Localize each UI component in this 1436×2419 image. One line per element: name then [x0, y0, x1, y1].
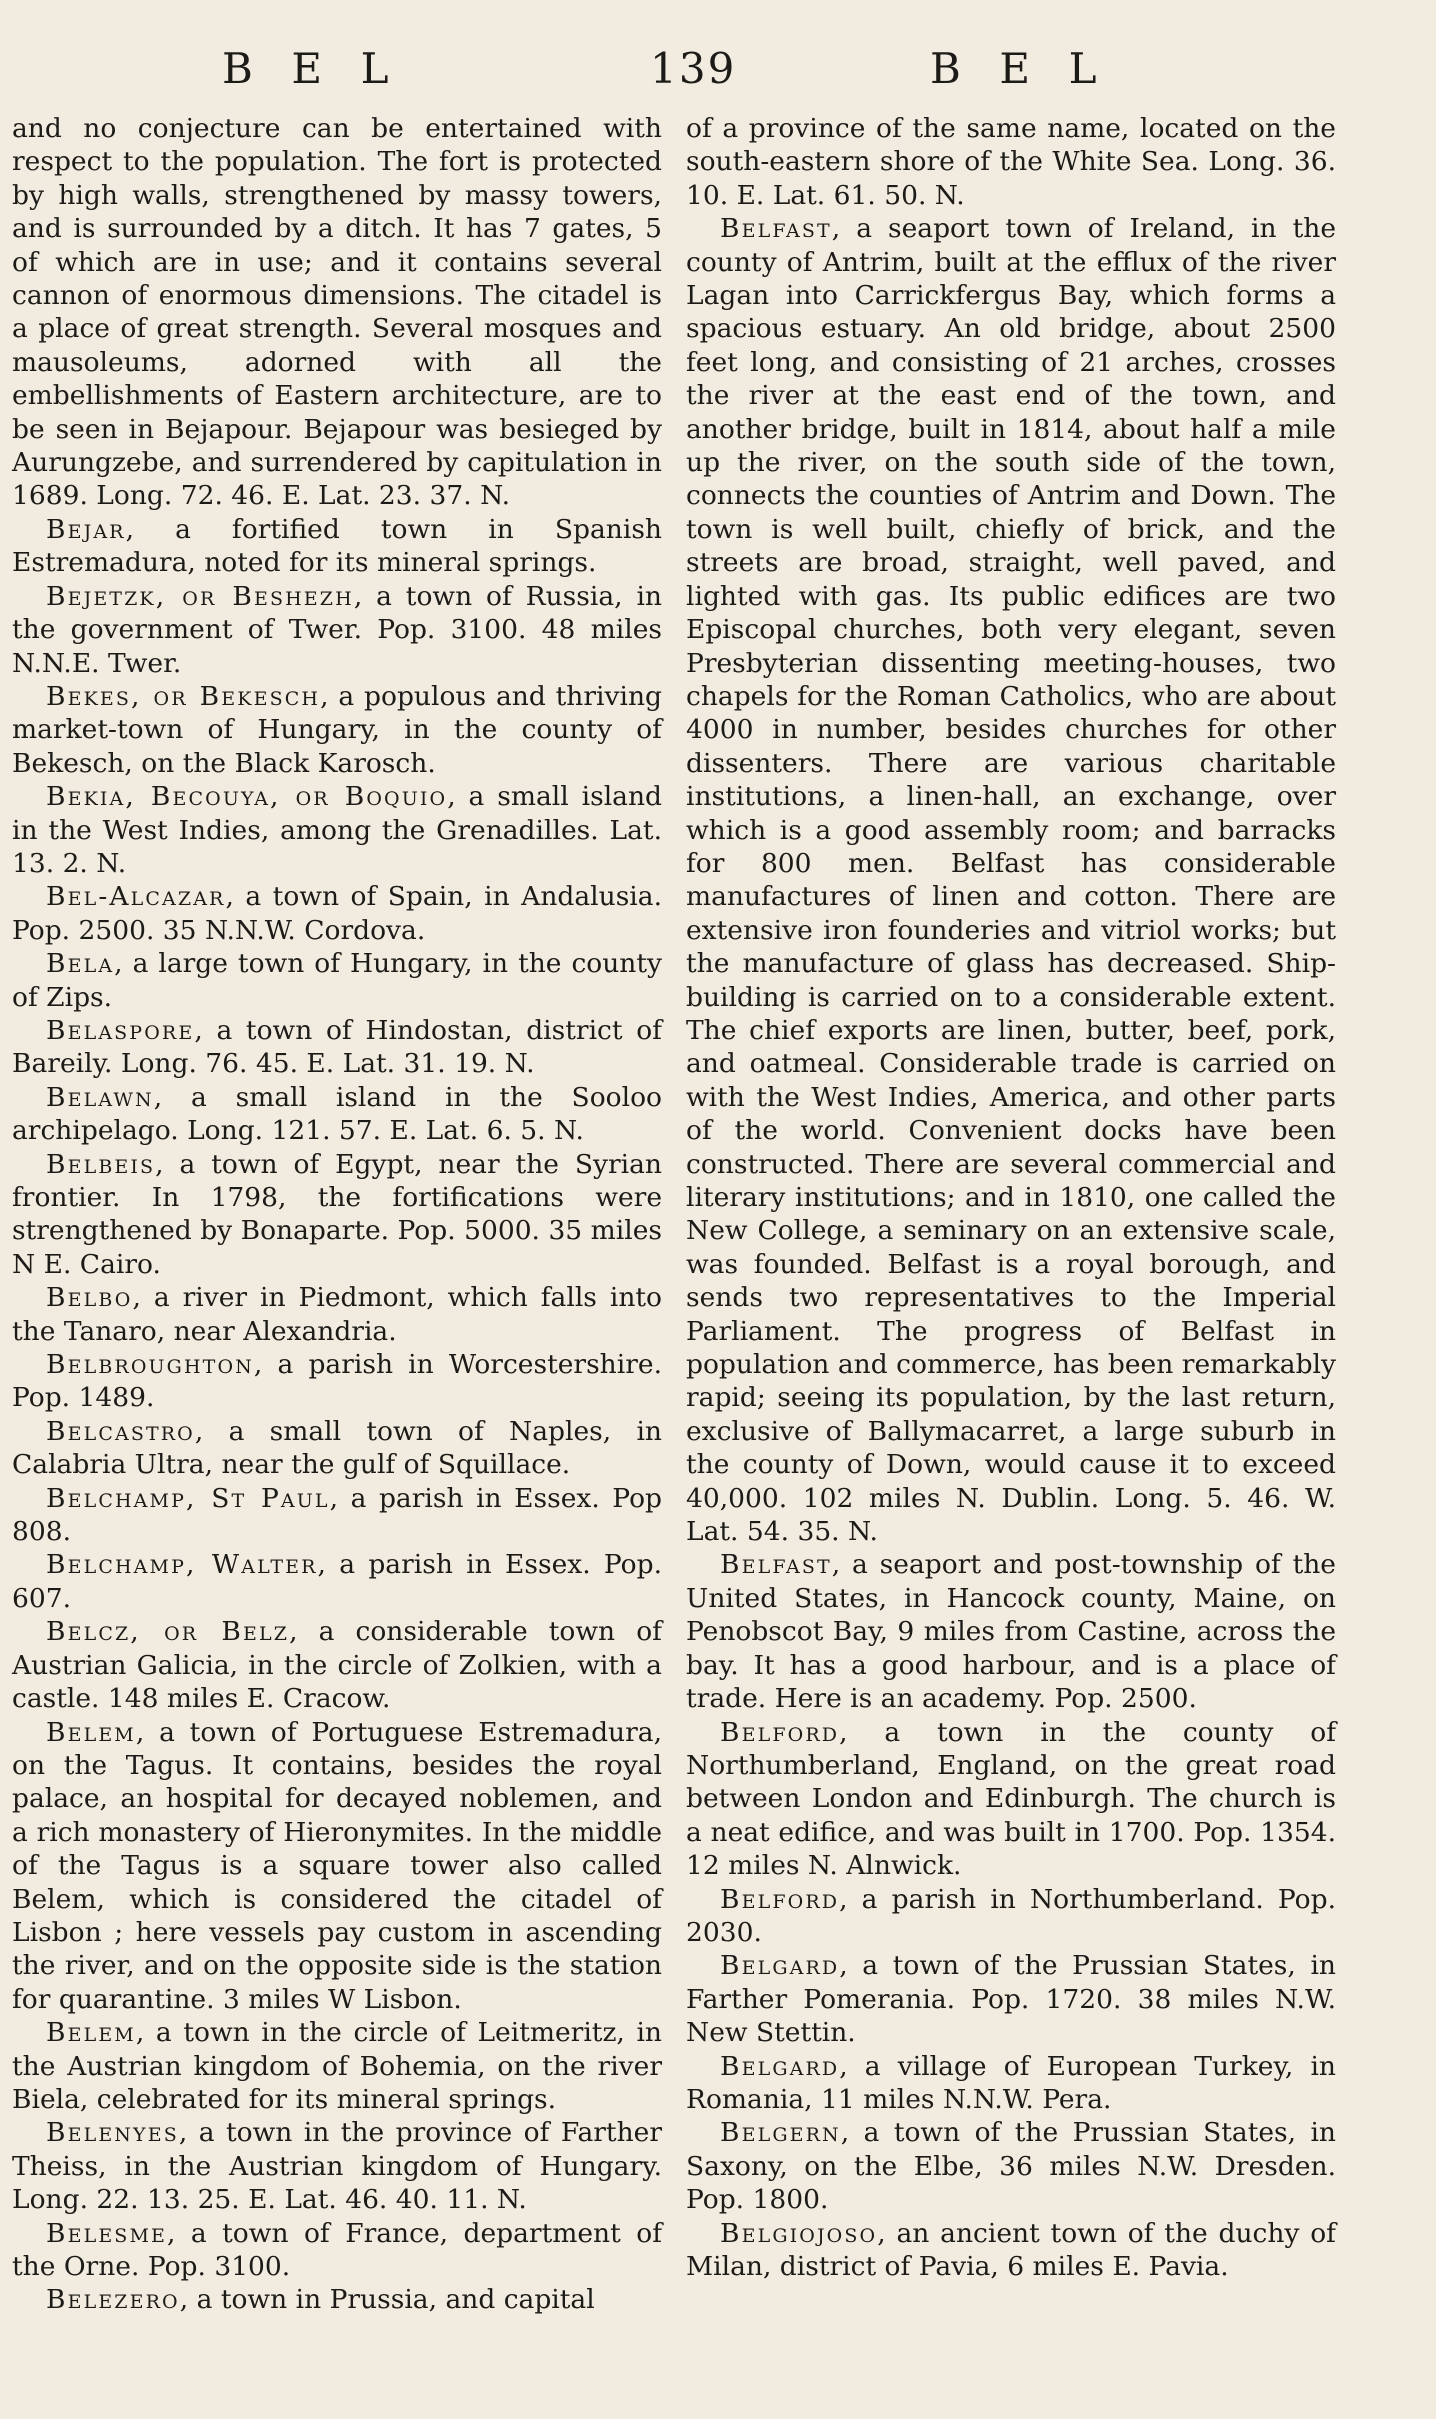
header-right-keyword: B E L — [930, 44, 1110, 93]
entry-headword: Belawn — [46, 1081, 154, 1113]
entry-headword: Bejar — [46, 513, 126, 545]
entry-text: , a town in the circle of Leitmeritz, in the Austrian kingdom of Bohemia, on the river Biela, celebrated for its mineral springs. — [12, 2017, 662, 2115]
gazetteer-entry — [12, 580, 662, 680]
gazetteer-entry — [12, 2283, 662, 2316]
gazetteer-entry — [12, 112, 662, 513]
entry-text: , a small island in the Sooloo archipelago. Long. 121. 57. E. Lat. 6. 5. N. — [12, 1081, 662, 1147]
entry-headword: Belgard — [720, 2050, 840, 2082]
gazetteer-entry — [12, 947, 662, 1014]
entry-text: , a parish in Northumberland. Pop. 2030. — [686, 1883, 1336, 1948]
gazetteer-entry — [12, 1348, 662, 1415]
gazetteer-entry — [686, 2217, 1336, 2284]
gazetteer-entry — [12, 680, 662, 780]
entry-text: , a fortified town in Spanish Estremadura, noted for its mineral springs. — [12, 513, 662, 579]
page-number: 139 — [650, 44, 737, 93]
gazetteer-entry — [686, 2050, 1336, 2117]
entry-headword: Belfast — [720, 213, 832, 245]
entry-headword: Belchamp, Walter — [46, 1549, 318, 1581]
gazetteer-entry — [686, 1949, 1336, 2049]
entry-text: , a town of the Prussian States, in Saxony, on the Elbe, 36 miles N.W. Dresden. Pop. 1800. — [686, 2117, 1336, 2216]
header-left-keyword: B E L — [222, 44, 402, 93]
entry-text: , a town of Spain, in Andalusia. Pop. 2500. 35 N.N.W. Cordova. — [12, 881, 662, 946]
entry-headword: Belford — [720, 1883, 840, 1915]
entry-text: , a small town of Naples, in Calabria Ultra, near the gulf of Squillace. — [12, 1415, 662, 1481]
gazetteer-entry — [12, 1415, 662, 1482]
right-column — [686, 112, 1336, 2283]
entry-headword: Belesme — [46, 2217, 168, 2249]
entry-headword: Belchamp, St Paul — [46, 1482, 330, 1514]
entry-text: , a populous and thriving market-town of Hungary, in the county of Bekesch, on the Black Karosch. — [12, 680, 662, 779]
entry-headword: Bekes, or Bekesch — [46, 680, 321, 712]
entry-text: , a town in the province of Farther Theiss, in the Austrian kingdom of Hungary. Long. 22. 13. 25. E. Lat. 46. 40. 11. N. — [12, 2117, 662, 2216]
gazetteer-entry — [12, 880, 662, 947]
entry-headword: Belcastro — [46, 1415, 195, 1447]
entry-text: , a town of the Prussian States, in Farther Pomerania. Pop. 1720. 38 miles N.W. New Stettin. — [686, 1950, 1336, 2049]
entry-headword: Belgern — [720, 2117, 841, 2149]
entry-text: , a town in the county of Northumberland, England, on the great road between London and Edinburgh. The church is a neat edifice, and was built in 1700. Pop. 1354. 12 miles N. Alnwick. — [686, 1716, 1336, 1882]
entry-headword: Belford — [720, 1716, 840, 1748]
gazetteer-entry — [12, 1014, 662, 1081]
entry-text: , a considerable town of Austrian Galicia, in the circle of Zolkien, with a castle. 148 miles E. Cracow. — [12, 1616, 662, 1715]
entry-text: , a town of Egypt, near the Syrian frontier. In 1798, the fortifications were strengthened by Bonaparte. Pop. 5000. 35 miles N E. Cairo. — [12, 1148, 662, 1280]
entry-text: , a parish in Worcestershire. Pop. 1489. — [12, 1349, 662, 1414]
entry-headword: Belcz, or Belz — [46, 1616, 290, 1648]
entry-headword: Belfast — [720, 1549, 832, 1581]
entry-text: , a large town of Hungary, in the county of Zips. — [12, 948, 662, 1013]
entry-text: , an ancient town of the duchy of Milan, district of Pavia, 6 miles E. Pavia. — [686, 2217, 1336, 2282]
gazetteer-entry — [686, 112, 1336, 212]
entry-headword: Belbeis — [46, 1148, 156, 1180]
entry-headword: Belezero — [46, 2284, 180, 2316]
gazetteer-entry — [12, 1081, 662, 1148]
gazetteer-entry — [12, 1548, 662, 1615]
entry-text: and no conjecture can be entertained with respect to the population. The fort is protected by high walls, strengthened by massy towers, and is surrounded by a ditch. It has 7 gates, 5 of which are in use; and it contains several cannon of enormous dimensions. The citadel is a place of great strength. Several mosques and mausoleums, adorned with all the embellishments of Eastern architecture, are to be seen in Bejapour. Bejapour was besieged by Aurungzebe, and surrendered by capitulation in 1689. Long. 72. 46. E. Lat. 23. 37. N. — [12, 113, 662, 512]
entry-text: , a town of Hindostan, district of Bareily. Long. 76. 45. E. Lat. 31. 19. N. — [12, 1014, 662, 1080]
gazetteer-entry — [12, 2016, 662, 2116]
entry-headword: Belenyes — [46, 2117, 179, 2149]
entry-text: , a small island in the West Indies, among the Grenadilles. Lat. 13. 2. N. — [12, 781, 662, 879]
entry-headword: Belbo — [46, 1282, 133, 1314]
gazetteer-entry — [12, 780, 662, 880]
gazetteer-entry — [686, 1716, 1336, 1883]
entry-headword: Bekia, Becouya, or Boquio — [46, 781, 448, 813]
running-header — [0, 44, 1436, 100]
entry-headword: Belgiojoso — [720, 2217, 878, 2249]
gazetteer-entry — [686, 2116, 1336, 2216]
entry-headword: Bejetzk, or Beshezh — [46, 580, 354, 612]
entry-headword: Belgard — [720, 1950, 840, 1982]
entry-text: , a seaport and post-township of the United States, in Hancock county, Maine, on Penobscot Bay, 9 miles from Castine, across the bay. It has a good harbour, and is a place of trade. Here is an academy. Pop. 2500. — [686, 1549, 1336, 1715]
entry-text: , a village of European Turkey, in Romania, 11 miles N.N.W. Pera. — [686, 2050, 1336, 2115]
gazetteer-entry — [12, 2217, 662, 2284]
gazetteer-entry — [12, 1615, 662, 1715]
gazetteer-entry — [686, 1548, 1336, 1715]
entry-headword: Belem — [46, 1716, 136, 1748]
entry-text: , a town of France, department of the Orne. Pop. 3100. — [12, 2217, 662, 2282]
entry-headword: Belbroughton — [46, 1349, 254, 1381]
entry-text: , a parish in Essex. Pop 808. — [12, 1482, 662, 1548]
gazetteer-entry — [686, 1883, 1336, 1950]
entry-text: , a town in Prussia, and capital — [179, 2284, 595, 2316]
entry-text: of a province of the same name, located on the south-eastern shore of the White Sea. Long. 36. 10. E. Lat. 61. 50. N. — [686, 113, 1336, 211]
gazetteer-entry — [12, 2116, 662, 2216]
left-column — [12, 112, 662, 2317]
entry-text: , a town of Russia, in the government of Twer. Pop. 3100. 48 miles N.N.E. Twer. — [12, 580, 662, 679]
entry-text: , a town of Portuguese Estremadura, on the Tagus. It contains, besides the royal palace, an hospital for decayed noblemen, and a rich monastery of Hieronymites. In the middle of the Tagus is a square tower also called Belem, which is considered the citadel of Lisbon ; here vessels pay custom in ascending the river, and on the opposite side is the station for quarantine. 3 miles W Lisbon. — [12, 1716, 662, 2015]
entry-headword: Bel-Alcazar — [46, 881, 226, 913]
entry-text: , a parish in Essex. Pop. 607. — [12, 1549, 663, 1614]
gazetteer-entry — [12, 1482, 662, 1549]
entry-headword: Belem — [46, 2017, 136, 2049]
gazetteer-entry — [12, 1281, 662, 1348]
gazetteer-entry — [686, 212, 1336, 1548]
gazetteer-entry — [12, 1148, 662, 1282]
gazetteer-entry — [12, 513, 662, 580]
gazetteer-entry — [12, 1716, 662, 2017]
entry-headword: Bela — [46, 948, 115, 980]
entry-text: , a river in Piedmont, which falls into the Tanaro, near Alexandria. — [12, 1282, 662, 1347]
entry-headword: Belaspore — [46, 1014, 195, 1046]
entry-text: , a seaport town of Ireland, in the county of Antrim, built at the efflux of the river Lagan into Carrickfergus Bay, which forms a spacious estuary. An old bridge, about 2500 feet long, and consisting of 21 arches, crosses the river at the east end of the town, and another bridge, built in 1814, about half a mile up the river, on the south side of the town, connects the counties of Antrim and Down. The town is well built, chiefly of brick, and the streets are broad, straight, well paved, and lighted with gas. Its public edifices are two Episcopal churches, both very elegant, seven Presbyterian dissenting meeting-houses, two chapels for the Roman Catholics, who are about 4000 in number, besides churches for other dissenters. There are various charitable institutions, a linen-hall, an exchange, over which is a good assembly room; and barracks for 800 men. Belfast has considerable manufactures of linen and cotton. There are extensive iron founderies and vitriol works; but the manufacture of glass has decreased. Ship-building is carried on to a considerable extent. The chief exports are linen, butter, beef, pork, and oatmeal. Considerable trade is carried on with the West Indies, America, and other parts of the world. Convenient docks have been constructed. There are several commercial and literary institutions; and in 1810, one called the New College, a seminary on an extensive scale, was founded. Belfast is a royal borough, and sends two representatives to the Imperial Parliament. The progress of Belfast in population and commerce, has been remarkably rapid; seeing its population, by the last return, exclusive of Ballymacarret, a large suburb in the county of Down, would cause it to exceed 40,000. 102 miles N. Dublin. Long. 5. 46. W. Lat. 54. 35. N. — [686, 213, 1336, 1548]
